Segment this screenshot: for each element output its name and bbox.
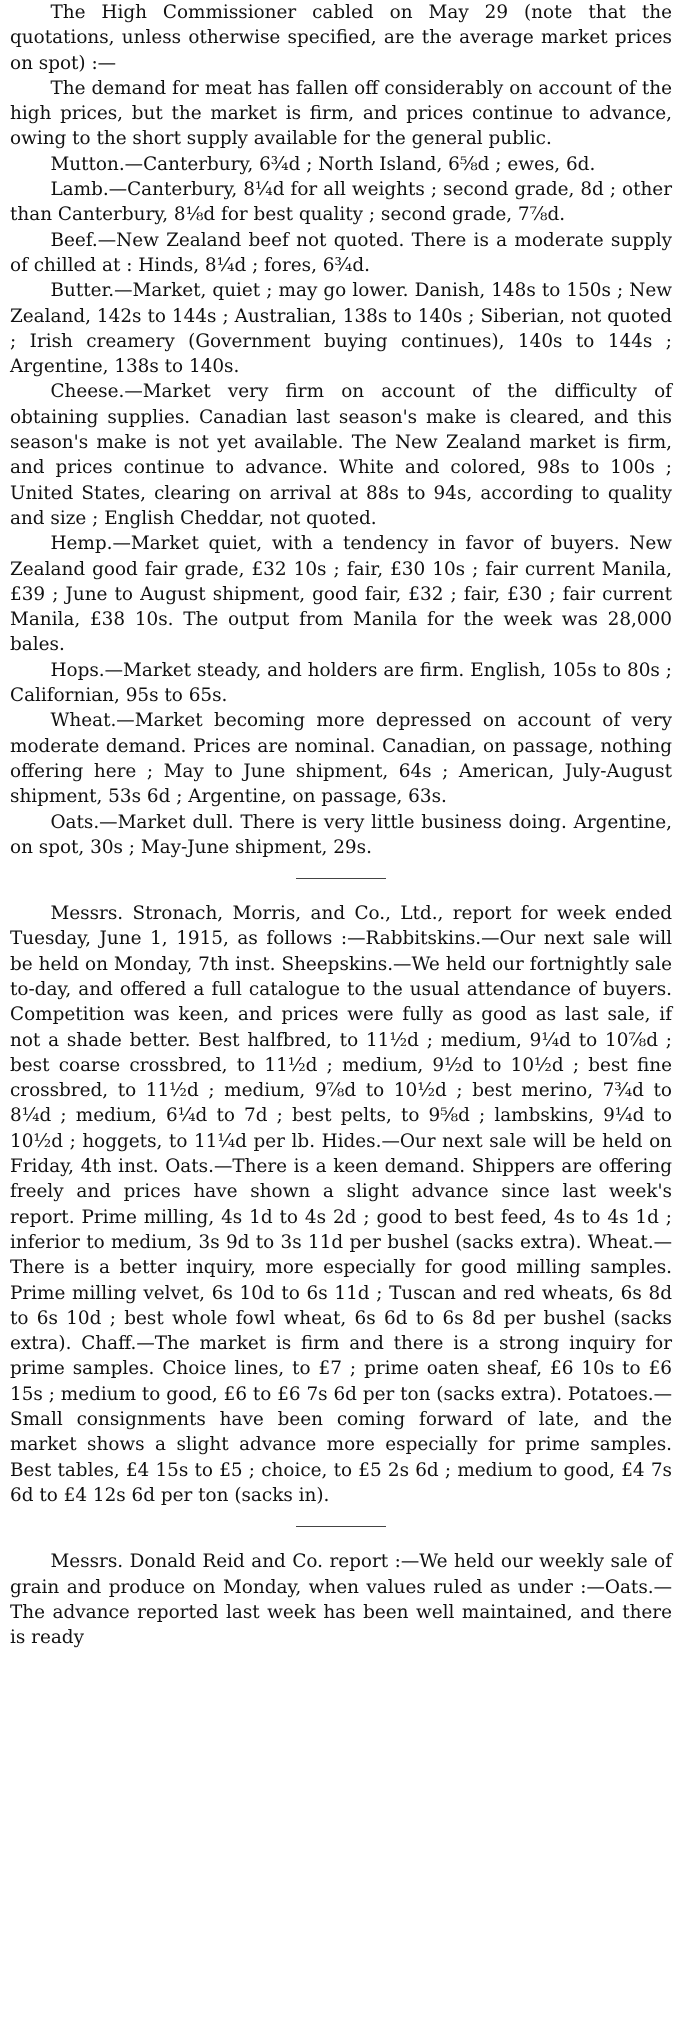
donald-reid-paragraph: Messrs. Donald Reid and Co. report :—We held our weekly sale of grain and produce on Monday, when values ruled as under :—Oats.—The advance reported last week has been well maintained, and there is ready [10,1551,672,1649]
wheat-paragraph: Wheat.—Market becoming more depressed on account of very moderate demand. Prices are nominal. Canadian, on passage, nothing offering here ; May to June shipment, 64s ; American, July-August shipment, 53s 6d ; Argentine, on passage, 63s. [10,710,672,808]
donald-reid-report [10,1549,672,1650]
section-divider [296,1526,386,1527]
oats-paragraph: Oats.—Market dull. There is very little business doing. Argentine, on spot, 30s ; May-June shipment, 29s. [10,811,672,858]
meat-demand-paragraph: The demand for meat has fallen off considerably on account of the high prices, but the market is firm, and prices continue to advance, owing to the short supply available for the general public. [10,77,672,150]
butter-paragraph: Butter.—Market, quiet ; may go lower. Danish, 148s to 150s ; New Zealand, 142s to 144s ; Australian, 138s to 140s ; Siberian, not quoted ; Irish creamery (Government buying continues), 140s to 144s ; Argentine, 138s to 140s. [10,280,672,378]
hemp-paragraph: Hemp.—Market quiet, with a tendency in favor of buyers. New Zealand good fair grade, £32 10s ; fair, £30 10s ; fair current Manila, £39 ; June to August shipment, good fair, £32 ; fair, £30 ; fair current Manila, £38 10s. The output from Manila for the week was 28,000 bales. [10,533,672,656]
beef-paragraph: Beef.—New Zealand beef not quoted. There is a moderate supply of chilled at : Hinds, 8¼d ; fores, 6¾d. [10,229,672,276]
lamb-paragraph: Lamb.—Canterbury, 8¼d for all weights ; second grade, 8d ; other than Canterbury, 8⅛d for best quality ; second grade, 7⅞d. [10,179,672,226]
high-commissioner-market-report [10,0,672,860]
intro-paragraph: The High Commissioner cabled on May 29 (note that the quotations, unless otherwise specified, are the average market prices on spot) :— [10,2,672,74]
stronach-morris-paragraph: Messrs. Stronach, Morris, and Co., Ltd., report for week ended Tuesday, June 1, 1915, as follows :—Rabbitskins.—Our next sale will be held on Monday, 7th inst. Sheepskins.—We held our fortnightly sale to-day, and offered a full catalogue to the usual attendance of buyers. Competition was keen, and prices were fully as good as last sale, if not a shade better. Best halfbred, to 11½d ; medium, 9¼d to 10⅞d ; best coarse crossbred, to 11½d ; medium, 9½d to 10½d ; best fine crossbred, to 11½d ; medium, 9⅞d to 10½d ; best merino, 7¾d to 8¼d ; medium, 6¼d to 7d ; best pelts, to 9⅝d ; lambskins, 9¼d to 10½d ; hoggets, to 11¼d per lb. Hides.—Our next sale will be held on Friday, 4th inst. Oats.—There is a keen demand. Shippers are offering freely and prices have shown a slight advance since last week's report. Prime milling, 4s 1d to 4s 2d ; good to best feed, 4s to 4s 1d ; inferior to medium, 3s 9d to 3s 11d per bushel (sacks extra). Wheat.—There is a better inquiry, more especially for good milling samples. Prime milling velvet, 6s 10d to 6s 11d ; Tuscan and red wheats, 6s 8d to 6s 10d ; best whole fowl wheat, 6s 6d to 6s 8d per bushel (sacks extra). Chaff.—The market is firm and there is a strong inquiry for prime samples. Choice lines, to £7 ; prime oaten sheaf, £6 10s to £6 15s ; medium to good, £6 to £6 7s 6d per ton (sacks extra). Potatoes.—Small consignments have been coming forward of late, and the market shows a slight advance more especially for prime samples. Best tables, £4 15s to £5 ; choice, to £5 2s 6d ; medium to good, £4 7s 6d to £4 12s 6d per ton (sacks in). [10,903,672,1506]
stronach-morris-report [10,901,672,1508]
cheese-paragraph: Cheese.—Market very firm on account of the difficulty of obtaining supplies. Canadian last season's make is cleared, and this season's make is not yet available. The New Zealand market is firm, and prices continue to advance. White and colored, 98s to 100s ; United States, clearing on arrival at 88s to 94s, according to quality and size ; English Cheddar, not quoted. [10,381,672,529]
section-divider [296,878,386,879]
mutton-paragraph: Mutton.—Canterbury, 6¾d ; North Island, 6⅝d ; ewes, 6d. [50,153,596,175]
hops-paragraph: Hops.—Market steady, and holders are firm. English, 105s to 80s ; Californian, 95s to 65s. [10,659,672,707]
